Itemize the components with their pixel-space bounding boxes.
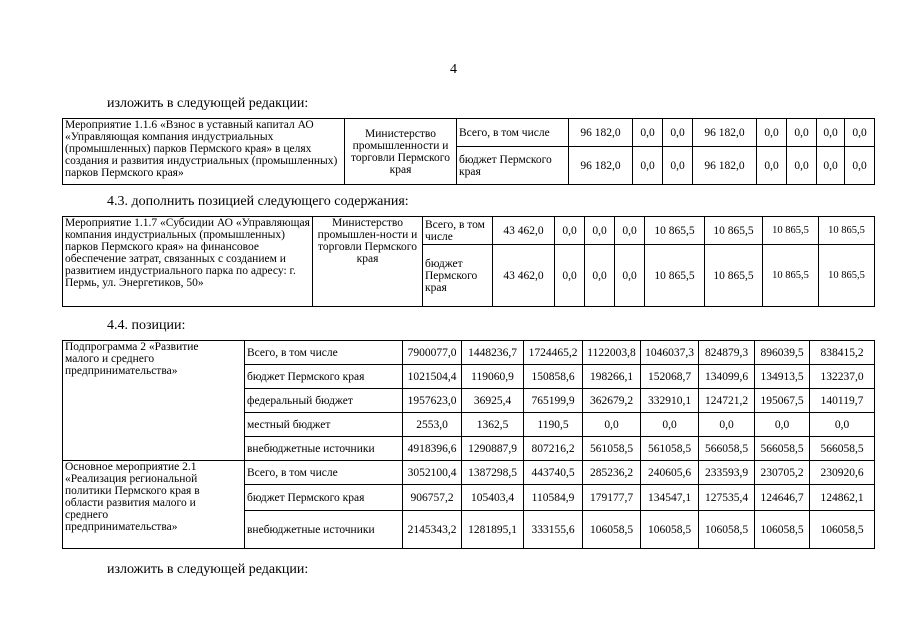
cell: 134913,5 — [755, 365, 810, 389]
cell: 96 182,0 — [693, 147, 757, 185]
cell: 1021504,4 — [403, 365, 462, 389]
row-label: бюджет Пермского края — [245, 485, 403, 511]
row-label: внебюджетные источники — [245, 437, 403, 461]
cell: 0,0 — [845, 147, 875, 185]
empty-cell — [221, 461, 245, 549]
cell: 0,0 — [810, 413, 875, 437]
cell: 0,0 — [633, 147, 663, 185]
cell: 0,0 — [615, 217, 645, 245]
cell: 124646,7 — [755, 485, 810, 511]
row-label: Всего, в том числе — [245, 461, 403, 485]
cell: 1122003,8 — [583, 341, 641, 365]
row-label: внебюджетные источники — [245, 511, 403, 549]
cell: 2145343,2 — [403, 511, 462, 549]
row-label: бюджет Пермского края — [423, 245, 493, 307]
cell: 43 462,0 — [493, 245, 555, 307]
cell: 566058,5 — [755, 437, 810, 461]
cell: 443740,5 — [524, 461, 583, 485]
cell: 0,0 — [755, 413, 810, 437]
cell: 179177,7 — [583, 485, 641, 511]
cell: 132237,0 — [810, 365, 875, 389]
measure-name: Мероприятие 1.1.7 «Субсидии АО «Управляющая компания индустриальных (промышленных) парков Пермского края» на финансовое обеспечение затрат, связанных с созданием и развитием индустриального парка по адресу: г. Пермь, ул. Энергетиков, 50» — [63, 217, 313, 307]
subprogram-name: Подпрограмма 2 «Развитие малого и среднего предпринимательства» — [63, 341, 221, 461]
cell: 1724465,2 — [524, 341, 583, 365]
cell: 0,0 — [585, 217, 615, 245]
cell: 10 865,5 — [705, 245, 763, 307]
cell: 10 865,5 — [645, 217, 705, 245]
cell: 824879,3 — [699, 341, 755, 365]
cell: 124721,2 — [699, 389, 755, 413]
cell: 10 865,5 — [763, 245, 819, 307]
row-label: бюджет Пермского края — [245, 365, 403, 389]
cell: 140119,7 — [810, 389, 875, 413]
cell: 0,0 — [757, 147, 787, 185]
cell: 230920,6 — [810, 461, 875, 485]
cell: 105403,4 — [462, 485, 524, 511]
cell: 838415,2 — [810, 341, 875, 365]
cell: 1957623,0 — [403, 389, 462, 413]
cell: 3052100,4 — [403, 461, 462, 485]
cell: 96 182,0 — [569, 119, 633, 147]
table-subprogram-2 — [62, 340, 875, 549]
cell: 0,0 — [699, 413, 755, 437]
cell: 195067,5 — [755, 389, 810, 413]
table-row — [63, 217, 875, 245]
cell: 0,0 — [845, 119, 875, 147]
cell: 362679,2 — [583, 389, 641, 413]
cell: 0,0 — [615, 245, 645, 307]
empty-cell — [221, 341, 245, 461]
cell: 127535,4 — [699, 485, 755, 511]
cell: 230705,2 — [755, 461, 810, 485]
cell: 0,0 — [633, 119, 663, 147]
cell: 1362,5 — [462, 413, 524, 437]
row-label: федеральный бюджет — [245, 389, 403, 413]
cell: 0,0 — [817, 147, 845, 185]
cell: 0,0 — [585, 245, 615, 307]
cell: 0,0 — [663, 147, 693, 185]
cell: 2553,0 — [403, 413, 462, 437]
cell: 110584,9 — [524, 485, 583, 511]
cell: 807216,2 — [524, 437, 583, 461]
row-label: местный бюджет — [245, 413, 403, 437]
cell: 152068,7 — [641, 365, 699, 389]
cell: 4918396,6 — [403, 437, 462, 461]
cell: 1387298,5 — [462, 461, 524, 485]
section-heading-2: 4.3. дополнить позицией следующего содержания: — [107, 194, 409, 209]
cell: 765199,9 — [524, 389, 583, 413]
cell: 0,0 — [583, 413, 641, 437]
measure-name: Мероприятие 1.1.6 «Взнос в уставный капитал АО «Управляющая компания индустриальных (промышленных) парков Пермского края» в целях создания и развития индустриальных (промышленных) парков Пермского края» — [63, 119, 345, 185]
section-heading-1: изложить в следующей редакции: — [107, 96, 309, 111]
cell: 1190,5 — [524, 413, 583, 437]
cell: 240605,6 — [641, 461, 699, 485]
table-measure-1-1-6 — [62, 118, 875, 185]
table-row — [63, 461, 875, 485]
cell: 198266,1 — [583, 365, 641, 389]
cell: 10 865,5 — [763, 217, 819, 245]
cell: 10 865,5 — [705, 217, 763, 245]
cell: 0,0 — [555, 245, 585, 307]
cell: 566058,5 — [699, 437, 755, 461]
cell: 106058,5 — [810, 511, 875, 549]
cell: 333155,6 — [524, 511, 583, 549]
cell: 0,0 — [817, 119, 845, 147]
cell: 1290887,9 — [462, 437, 524, 461]
cell: 0,0 — [555, 217, 585, 245]
cell: 106058,5 — [583, 511, 641, 549]
cell: 561058,5 — [641, 437, 699, 461]
cell: 124862,1 — [810, 485, 875, 511]
cell: 106058,5 — [699, 511, 755, 549]
cell: 0,0 — [757, 119, 787, 147]
cell: 43 462,0 — [493, 217, 555, 245]
cell: 0,0 — [787, 119, 817, 147]
cell: 96 182,0 — [569, 147, 633, 185]
executor: Министерство промышлен-ности и торговли Пермского края — [313, 217, 423, 307]
page-number: 4 — [450, 62, 457, 77]
cell: 332910,1 — [641, 389, 699, 413]
cell: 906757,2 — [403, 485, 462, 511]
table-row — [63, 341, 875, 365]
cell: 7900077,0 — [403, 341, 462, 365]
row-label: Всего, в том числе — [245, 341, 403, 365]
cell: 1046037,3 — [641, 341, 699, 365]
section-heading-3: 4.4. позиции: — [107, 318, 186, 333]
executor: Министерство промышленности и торговли Пермского края — [345, 119, 457, 185]
cell: 96 182,0 — [693, 119, 757, 147]
cell: 285236,2 — [583, 461, 641, 485]
row-label: Всего, в том числе — [423, 217, 493, 245]
cell: 561058,5 — [583, 437, 641, 461]
cell: 150858,6 — [524, 365, 583, 389]
cell: 10 865,5 — [819, 245, 875, 307]
cell: 36925,4 — [462, 389, 524, 413]
cell: 233593,9 — [699, 461, 755, 485]
section-heading-4: изложить в следующей редакции: — [107, 562, 309, 577]
row-label: Всего, в том числе — [457, 119, 569, 147]
cell: 0,0 — [787, 147, 817, 185]
cell: 134099,6 — [699, 365, 755, 389]
row-label: бюджет Пермского края — [457, 147, 569, 185]
cell: 106058,5 — [641, 511, 699, 549]
cell: 134547,1 — [641, 485, 699, 511]
table-row — [63, 119, 875, 147]
cell: 106058,5 — [755, 511, 810, 549]
cell: 10 865,5 — [645, 245, 705, 307]
cell: 0,0 — [641, 413, 699, 437]
cell: 10 865,5 — [819, 217, 875, 245]
cell: 566058,5 — [810, 437, 875, 461]
table-measure-1-1-7 — [62, 216, 875, 307]
cell: 896039,5 — [755, 341, 810, 365]
cell: 119060,9 — [462, 365, 524, 389]
measure-name: Основное мероприятие 2.1 «Реализация региональной политики Пермского края в области развития малого и среднего предпринимательства» — [63, 461, 221, 549]
cell: 1448236,7 — [462, 341, 524, 365]
cell: 0,0 — [663, 119, 693, 147]
cell: 1281895,1 — [462, 511, 524, 549]
